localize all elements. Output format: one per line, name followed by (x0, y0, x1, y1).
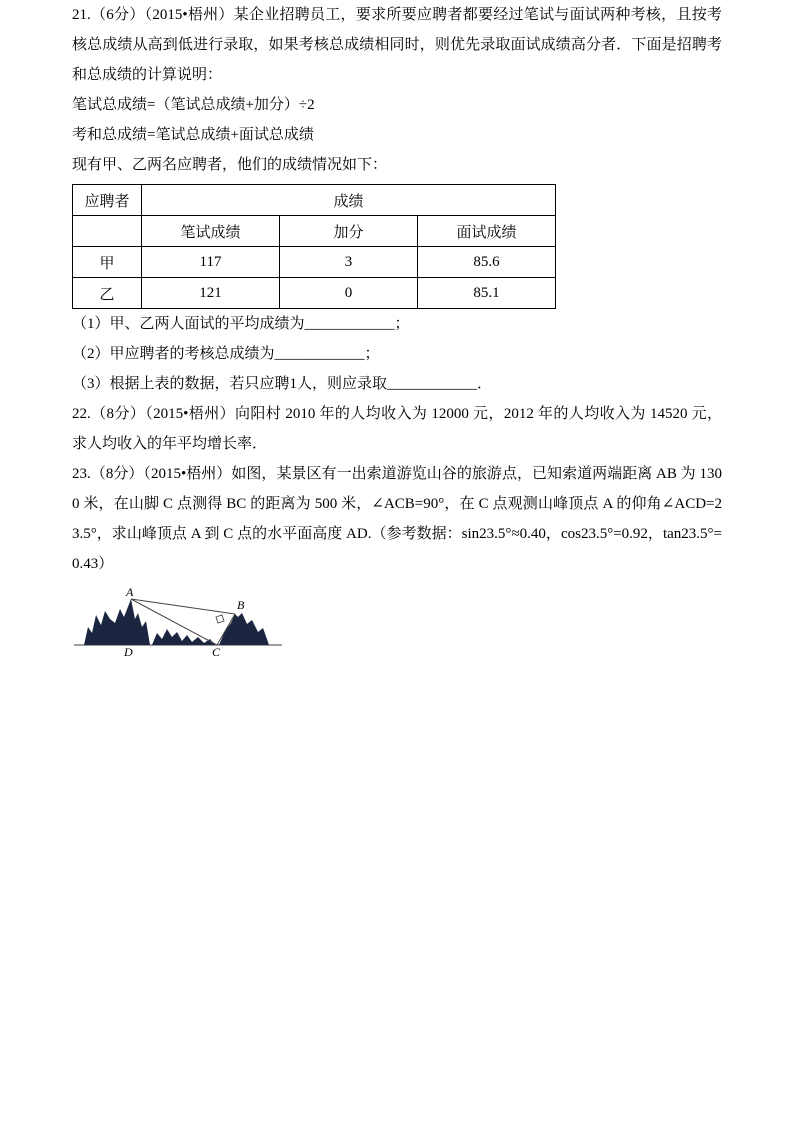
table-header-row-2 (73, 216, 556, 247)
table-row (73, 278, 556, 309)
header-written-score: 笔试成绩 (142, 216, 280, 247)
q21-table-intro: 现有甲、乙两名应聘者，他们的成绩情况如下： (72, 157, 388, 173)
cell-bonus: 3 (280, 247, 418, 278)
header-interview-score: 面试成绩 (418, 216, 556, 247)
header-bonus: 加分 (280, 216, 418, 247)
cell-applicant: 甲 (73, 247, 142, 278)
figure-label-c: C (212, 645, 221, 657)
q21-part3: （3）根据上表的数据，若只应聘1人，则应录取____________． (72, 376, 493, 392)
cell-written-score: 121 (142, 278, 280, 309)
header-applicant: 应聘者 (73, 185, 142, 216)
q21-formula-written: 笔试总成绩=（笔试总成绩+加分）÷2 (72, 97, 315, 113)
cell-interview-score: 85.1 (418, 278, 556, 309)
figure-label-b: B (237, 598, 245, 612)
mountain-figure (74, 583, 289, 657)
right-angle-mark (216, 615, 224, 623)
score-table (72, 184, 556, 309)
table-row (73, 247, 556, 278)
q21-stem: 21.（6分）（2015•梧州）某企业招聘员工，要求所要应聘者都要经过笔试与面试两种考核，且按考核总成绩从高到低进行录取，如果考核总成绩相同时，则优先录取面试成绩高分者．下面是招聘考和总成绩的计算说明： (72, 7, 722, 83)
figure-label-a: A (126, 585, 134, 599)
q21-part2: （2）甲应聘者的考核总成绩为____________； (72, 346, 380, 362)
cell-written-score: 117 (142, 247, 280, 278)
mountain-left (84, 599, 150, 645)
figure-label-d: D (124, 645, 133, 657)
page-content (72, 0, 722, 657)
header-empty-cell (73, 216, 142, 247)
q21-formula-total: 考和总成绩=笔试总成绩+面试总成绩 (72, 127, 314, 143)
table-header-row-1 (73, 185, 556, 216)
line-ab (131, 599, 235, 614)
cell-interview-score: 85.6 (418, 247, 556, 278)
header-score-group: 成绩 (142, 185, 556, 216)
q21-part1: （1）甲、乙两人面试的平均成绩为____________； (72, 316, 410, 332)
mountain-figure-svg (74, 583, 289, 657)
q23-stem: 23.（8分）（2015•梧州）如图，某景区有一出索道游览山谷的旅游点，已知索道两端距离 AB 为 1300 米，在山脚 C 点测得 BC 的距离为 500 米，∠ACB=90°，在 C 点观测山峰顶点 A 的仰角∠ACD=23.5°，求山峰顶点 A 到 C 点的水平面高度 AD.（参考数据：sin23.5°≈0.40，cos23.5°=0.92，tan23.5°=0.43） (72, 466, 722, 572)
cell-applicant: 乙 (73, 278, 142, 309)
q22-stem: 22.（8分）（2015•梧州）向阳村 2010 年的人均收入为 12000 元，2012 年的人均收入为 14520 元，求人均收入的年平均增长率． (72, 406, 722, 452)
mountain-middle (152, 629, 215, 645)
cell-bonus: 0 (280, 278, 418, 309)
